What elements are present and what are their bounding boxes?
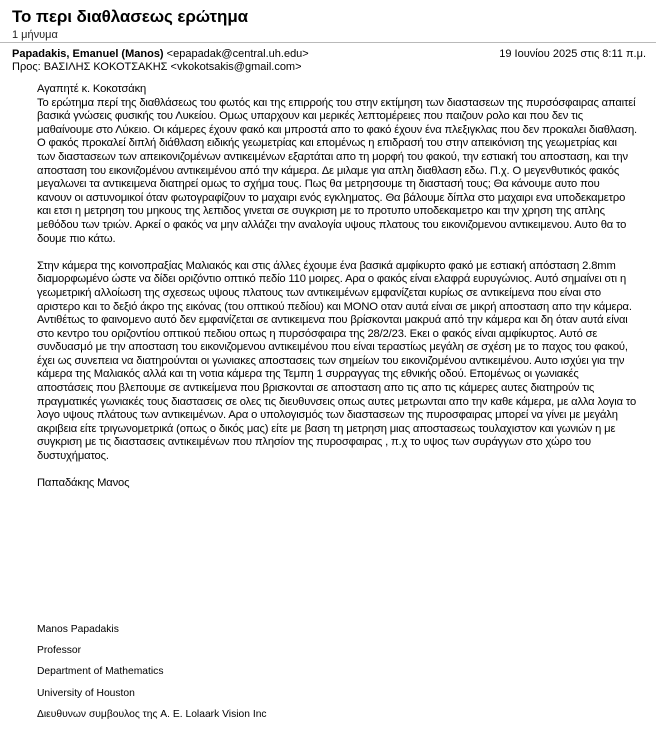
sender (12, 48, 309, 61)
recipient-address[interactable]: ΒΑΣΙΛΗΣ ΚΟΚΟΤΣΑΚΗΣ <vkokotsakis@gmail.com> (43, 61, 302, 73)
signature-name: Manos Papadakis (37, 624, 119, 635)
paragraph-spacer (37, 464, 637, 478)
sender-email[interactable]: <epapadak@central.uh.edu> (166, 48, 309, 60)
email-meta (12, 48, 646, 74)
greeting: Αγαπητέ κ. Κοκοτσάκη (37, 83, 147, 95)
recipient-row (12, 61, 646, 74)
to-label: Προς: (12, 61, 41, 73)
message-count: 1 μήνυμα (12, 29, 58, 41)
email-date: 19 Ιουνίου 2025 στις 8:11 π.μ. (499, 48, 646, 60)
paragraph-spacer (37, 246, 637, 260)
paragraph-1: Το ερώτημα περί της διαθλάσεως του φωτός και της επιρροής του στην εκτίμηση των διαστασεων της πυρσόσφαιρας απαιτεί βασικά γνώσεις φυσικής του Λυκείου. Ομως υπαρχουν και μερικές λεπτομέρειες που παιζουν ρολο και που δεν τις μαθαίνουμε στο Λύκειο. Οι κάμερες έχουν φακό και μπροστά απο το φακό έχουν ένα πλεξιγκλας που δεν προκαλει διαθλαση. Ο φακός προκαλεί διπλή διάθλαση ειδικής γεωμετρίας και επομένως η επιδρασή του στην απεικόνιση της γεωμετρίας και των διαστασεων των απεικονιζομένων αντικειμένων εξαρτάται απο τη μορφή του φακού, την εστιακή του αποσταση, και την αποσταση του εικονιζομένου αντικειμένου από την κάμερα. Δε μιλαμε για απλη διαθλαση εδω. Π.χ. Ο μεγενθυτικός φακός μεγαλωνει τα αντικειμενα διατηρεί ομως το σχήμα τους. Πως θα μετρησουμε τη διαστασή τους; Θα κάνουμε αυτο που κανουν οι αστυνομικοί όταν φωτογραφίζουν το μαχαιρι ενός εγκληματος. Θα βάλουμε δίπλα στο μαχαιρι ενα υποδεκαμετρο και ετσι η μετρηση του μηκους της λεπιδος γινεται σε συγκριση με το πρoτυπο υποδεκαμετρο και την χρηση της απλης μεθόδου των τριών. Αρκεί ο φακός να μην αλλάζει την αναλογία υψους πλατους του εικονιζομενου αντικειμενου. Αυτο θα το δουμε πιο κάτω. (37, 96, 638, 245)
signature-department: Department of Mathematics (37, 666, 164, 678)
paragraph-2: Στην κάμερα της κοινοπραξίας Μαλιακός και στις άλλες έχουμε ένα βασικά αμφίκυρτο φακό με εστιακή απόσταση 2.8mm διαμορφωμένο ώστε να δίδει οριζόντιο οπτικό πεδίο 110 μοιρες. Αρα ο φακός είναι ελαφρά ευρυγώνιος. Αυτό σημαίνει οτι η γεωμετρική αλλοίωση της σχεσεως υψους πλατους των αντικειμένων εμφανίζεται κυρίως σε αντικείμενα που είναι στο αριστερο και το δεξιό άκρο της εικόνας (του οπτικού πεδίου) και ΜΟΝΟ οταν αυτά είναι σε μικρή αποσταση απο την κάμερα. Αντιθέτως το φαινομενο αυτό δεν εμφανίζεται σε αντικειμενα που βρίσκονται μακρυά από την κάμερα και δη όταν αυτά είναι στο κεντρο του οριζοντίου οπτικού πεδιου οπως η πυρσόσφαιρα της 28/2/23. Εκει ο φακός είναι αμφίκυρτος. Αυτό σε συνδυασμό με την αποσταση του εικονιζομενου αντικειμένου που είναι τεραστίως μεγάλη σε σχέση με το παχος του φακού, έχει ως συνεπεια να διατηρούνται οι γωνιακες αποστασεις των σημείων του εικονιζομένου αντικειμένου. Αυτο ισχύει για την κάμερα της Μαλιακός αλλά και τη νοτια κάμερα της Τεμπη 1 συρραγγας της εθνικής οδού. Επομένως οι γωνιακές αποστάσεις που βλεπουμε σε αντικείμενα που βρισκονται σε αποσταση απο τις απο τις κάμερες αυτες διατηρούν τις πραγματικές γωνιακές τους διαστασεις σε ολες τις διευθυνσεις οπως αυτες μετρωνται απο την καθε κάμερα, με αλλα λογια το λογο υψους πλάτους των αντικειμένων. Αρα ο υπολογισμός των διαστασεων της πυροσφαιρας μπορεί να γίνει με μεγάλη ακριβεια είτε τριγωνομετρικά (οπως ο δικός μας) είτε με βαση τη μετρηση μιας αποστασεως τουλαχιστον και γωνιών η με συγκριση με τις διαστασεις αντικειμένων που πλησίον της πυροσφαιρας , π.χ το υψος των συράγγων στο χώρο του δυστυχήματος. (37, 259, 637, 463)
email-body (37, 83, 637, 491)
signature-block (37, 619, 637, 725)
signature-company: Διευθυνων συμβουλος της A. E. Lolaark Vision Inc (37, 708, 267, 720)
header-divider (0, 42, 656, 43)
sender-name[interactable]: Papadakis, Emanuel (Manos) (12, 48, 164, 60)
signature-title: Professor (37, 645, 82, 657)
sender-row (12, 48, 646, 61)
email-subject: Το περι διαθλασεως ερώτημα (12, 7, 248, 26)
signature-university: University of Houston (37, 687, 135, 699)
email-header (12, 6, 646, 41)
recipient (12, 61, 302, 74)
closing-name: Παπαδάκης Μανος (37, 477, 130, 490)
